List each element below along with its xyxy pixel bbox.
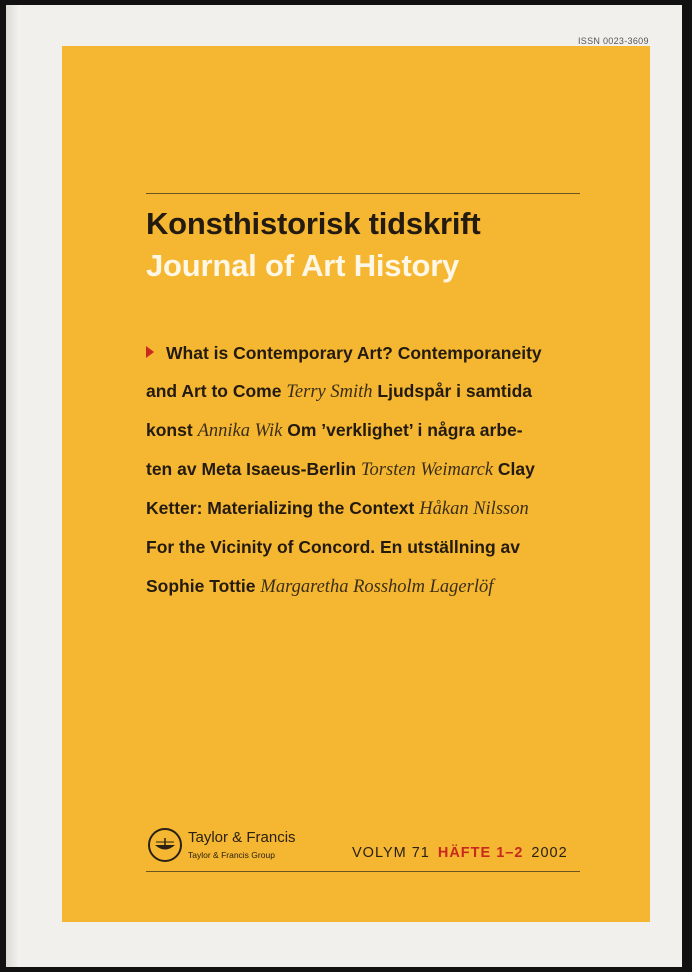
title-english: Journal of Art History [146, 248, 460, 283]
contents-line: What is Contemporary Art? Contemporaneity [146, 343, 542, 364]
contents-line: Sophie Tottie Margaretha Rossholm Lagerlöf [146, 576, 494, 597]
top-divider [146, 193, 580, 194]
contents-line: Ketter: Materializing the Context Håkan Nilsson [146, 498, 529, 519]
title-swedish: Konsthistorisk tidskrift [146, 206, 481, 241]
contents-line: and Art to Come Terry Smith Ljudspår i samtida [146, 381, 533, 402]
contents-line: For the Vicinity of Concord. En utställning av [146, 537, 521, 557]
issue-info: VOLYM 71 HÄFTE 1–2 2002 [352, 845, 568, 861]
publisher-name: Taylor & Francis [188, 829, 296, 846]
issn: ISSN 0023-3609 [578, 36, 649, 46]
contents-line: konst Annika Wik Om ’verklighet’ i några arbe- [146, 420, 523, 441]
publisher-logo-icon [148, 828, 182, 862]
yellow-panel [62, 46, 650, 922]
triangle-bullet-icon [146, 346, 154, 358]
spine-edge [6, 5, 20, 967]
bottom-divider [146, 871, 580, 872]
contents-line: ten av Meta Isaeus-Berlin Torsten Weimarck Clay [146, 459, 535, 480]
publisher-group: Taylor & Francis Group [188, 850, 275, 860]
